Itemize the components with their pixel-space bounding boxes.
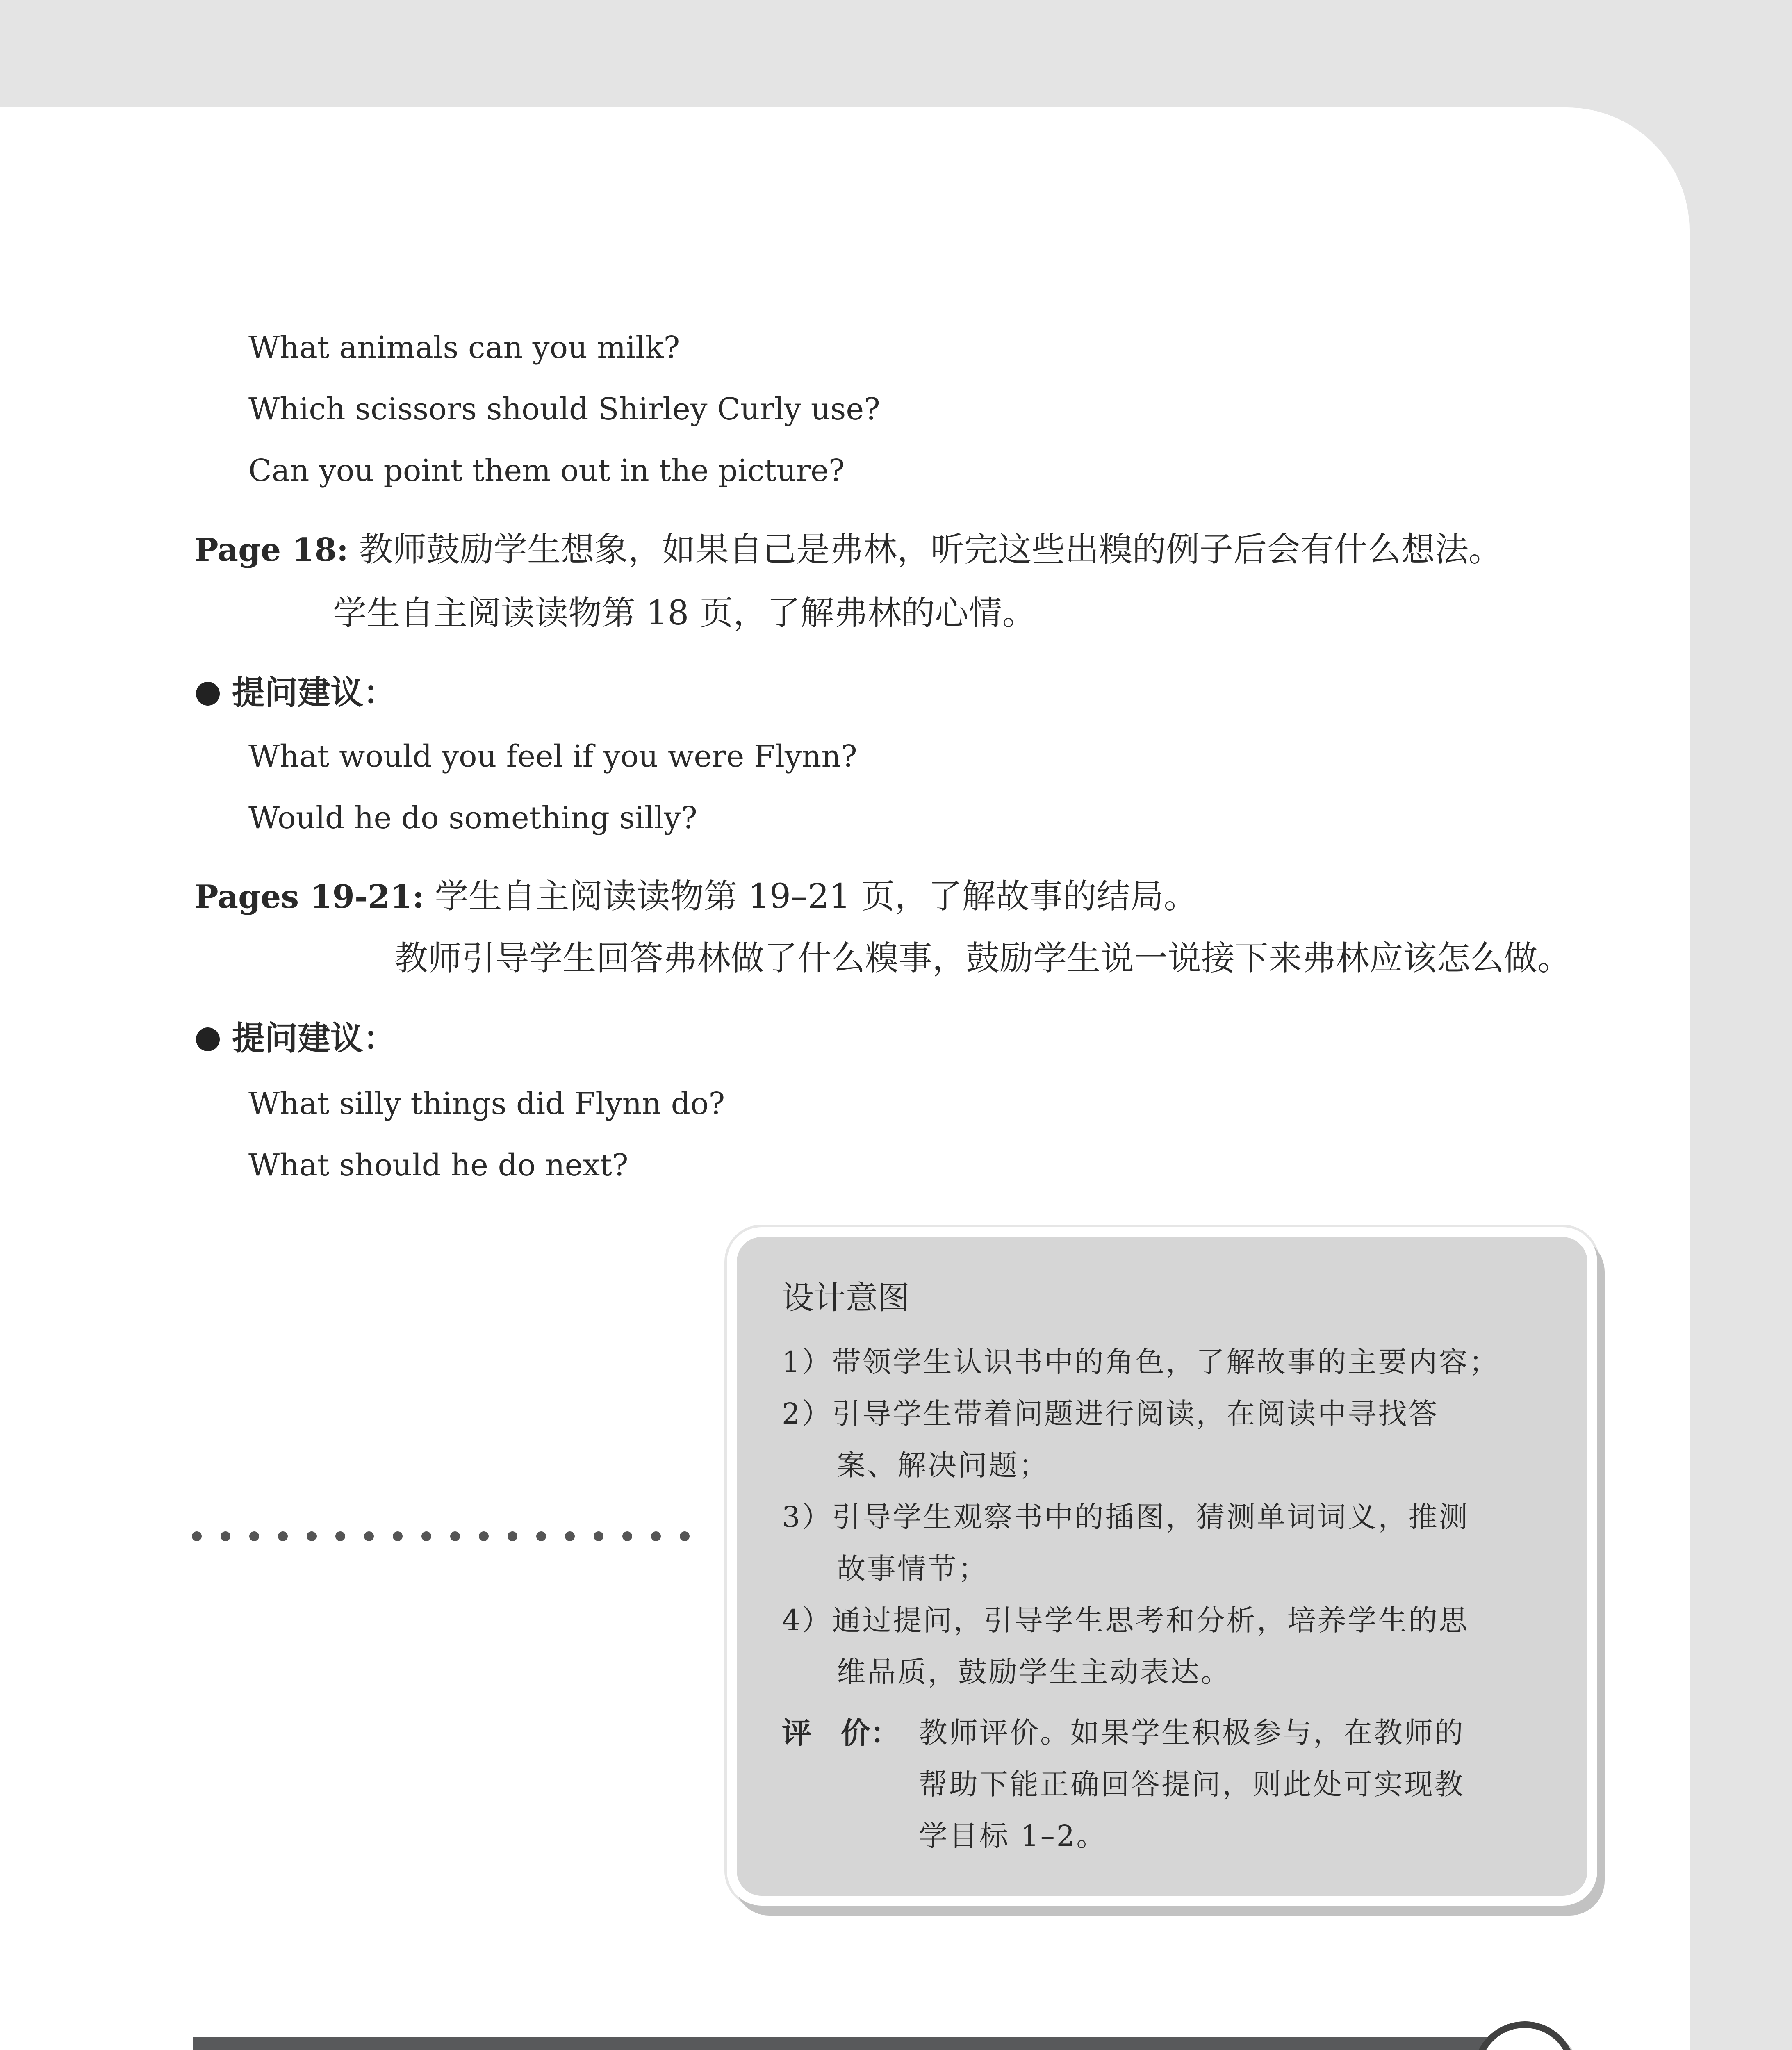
design-intent-line: 故事情节； <box>837 1552 988 1585</box>
bullet-icon <box>196 682 220 706</box>
leader-dot <box>421 1531 431 1541</box>
design-intent-line: 维品质，鼓励学生主动表达。 <box>837 1655 1231 1689</box>
leader-dot <box>680 1531 690 1541</box>
leader-dot <box>278 1531 288 1541</box>
suggest-heading-label: 提问建议： <box>232 1019 396 1057</box>
page18-text1: 教师鼓励学生想象，如果自己是弗林，听完这些出糗的例子后会有什么想法。 <box>359 530 1502 569</box>
leader-dot <box>479 1531 489 1541</box>
leader-dot <box>651 1531 661 1541</box>
design-intent-line: 案、解决问题； <box>837 1449 1049 1482</box>
pages19-21-label: Pages 19-21: <box>194 878 424 916</box>
suggest-heading <box>196 1019 396 1057</box>
leader-dot <box>249 1531 259 1541</box>
leader-dot <box>393 1531 403 1541</box>
evaluation-line: 教师评价。如果学生积极参与，在教师的 <box>919 1716 1465 1749</box>
leader-dot <box>622 1531 632 1541</box>
design-intent-title: 设计意图 <box>782 1280 910 1317</box>
question-line: Can you point them out in the picture? <box>248 453 845 488</box>
bullet-icon <box>196 1027 220 1051</box>
question-line: Which scissors should Shirley Curly use? <box>248 392 880 427</box>
leader-dot <box>508 1531 517 1541</box>
evaluation-line: 学目标 1–2。 <box>919 1819 1107 1853</box>
question-line: What silly things did Flynn do? <box>248 1086 725 1121</box>
design-intent-line: 1）带领学生认识书中的角色，了解故事的主要内容； <box>782 1345 1500 1379</box>
evaluation-label: 评 价： <box>782 1716 900 1750</box>
suggest-heading-label: 提问建议： <box>232 674 396 712</box>
leader-dot <box>536 1531 546 1541</box>
leader-dot <box>364 1531 374 1541</box>
design-intent-box <box>727 1227 1597 1906</box>
question-line: What would you feel if you were Flynn? <box>248 739 857 774</box>
page18-paragraph-line1 <box>194 530 1502 569</box>
design-intent-line: 3）引导学生观察书中的插图，猜测单词词义，推测 <box>782 1500 1469 1534</box>
evaluation-line: 帮助下能正确回答提问，则此处可实现教 <box>919 1768 1465 1801</box>
pages19-21-text2: 教师引导学生回答弗林做了什么糗事，鼓励学生说一说接下来弗林应该怎么做。 <box>394 939 1571 978</box>
leader-dot <box>594 1531 603 1541</box>
dotted-leader <box>192 1531 704 1544</box>
design-intent-line: 2）引导学生带着问题进行阅读，在阅读中寻找答 <box>782 1397 1439 1430</box>
leader-dot <box>192 1531 202 1541</box>
leader-dot <box>307 1531 317 1541</box>
design-intent-line: 4）通过提问，引导学生思考和分析，培养学生的思 <box>782 1604 1469 1637</box>
leader-dot <box>450 1531 460 1541</box>
question-line: Would he do something silly? <box>248 800 697 836</box>
pages19-21-paragraph-line1 <box>194 877 1198 916</box>
page18-label: Page 18: <box>194 531 348 569</box>
suggest-heading <box>196 674 396 712</box>
question-line: What should he do next? <box>248 1148 628 1183</box>
leader-dot <box>335 1531 345 1541</box>
leader-dot <box>565 1531 575 1541</box>
question-line: What animals can you milk? <box>248 330 680 365</box>
leader-dot <box>221 1531 230 1541</box>
pages19-21-text1: 学生自主阅读读物第 19–21 页，了解故事的结局。 <box>435 877 1198 916</box>
section-bar <box>193 2037 1513 2050</box>
page18-text2: 学生自主阅读读物第 18 页，了解弗林的心情。 <box>333 594 1036 633</box>
